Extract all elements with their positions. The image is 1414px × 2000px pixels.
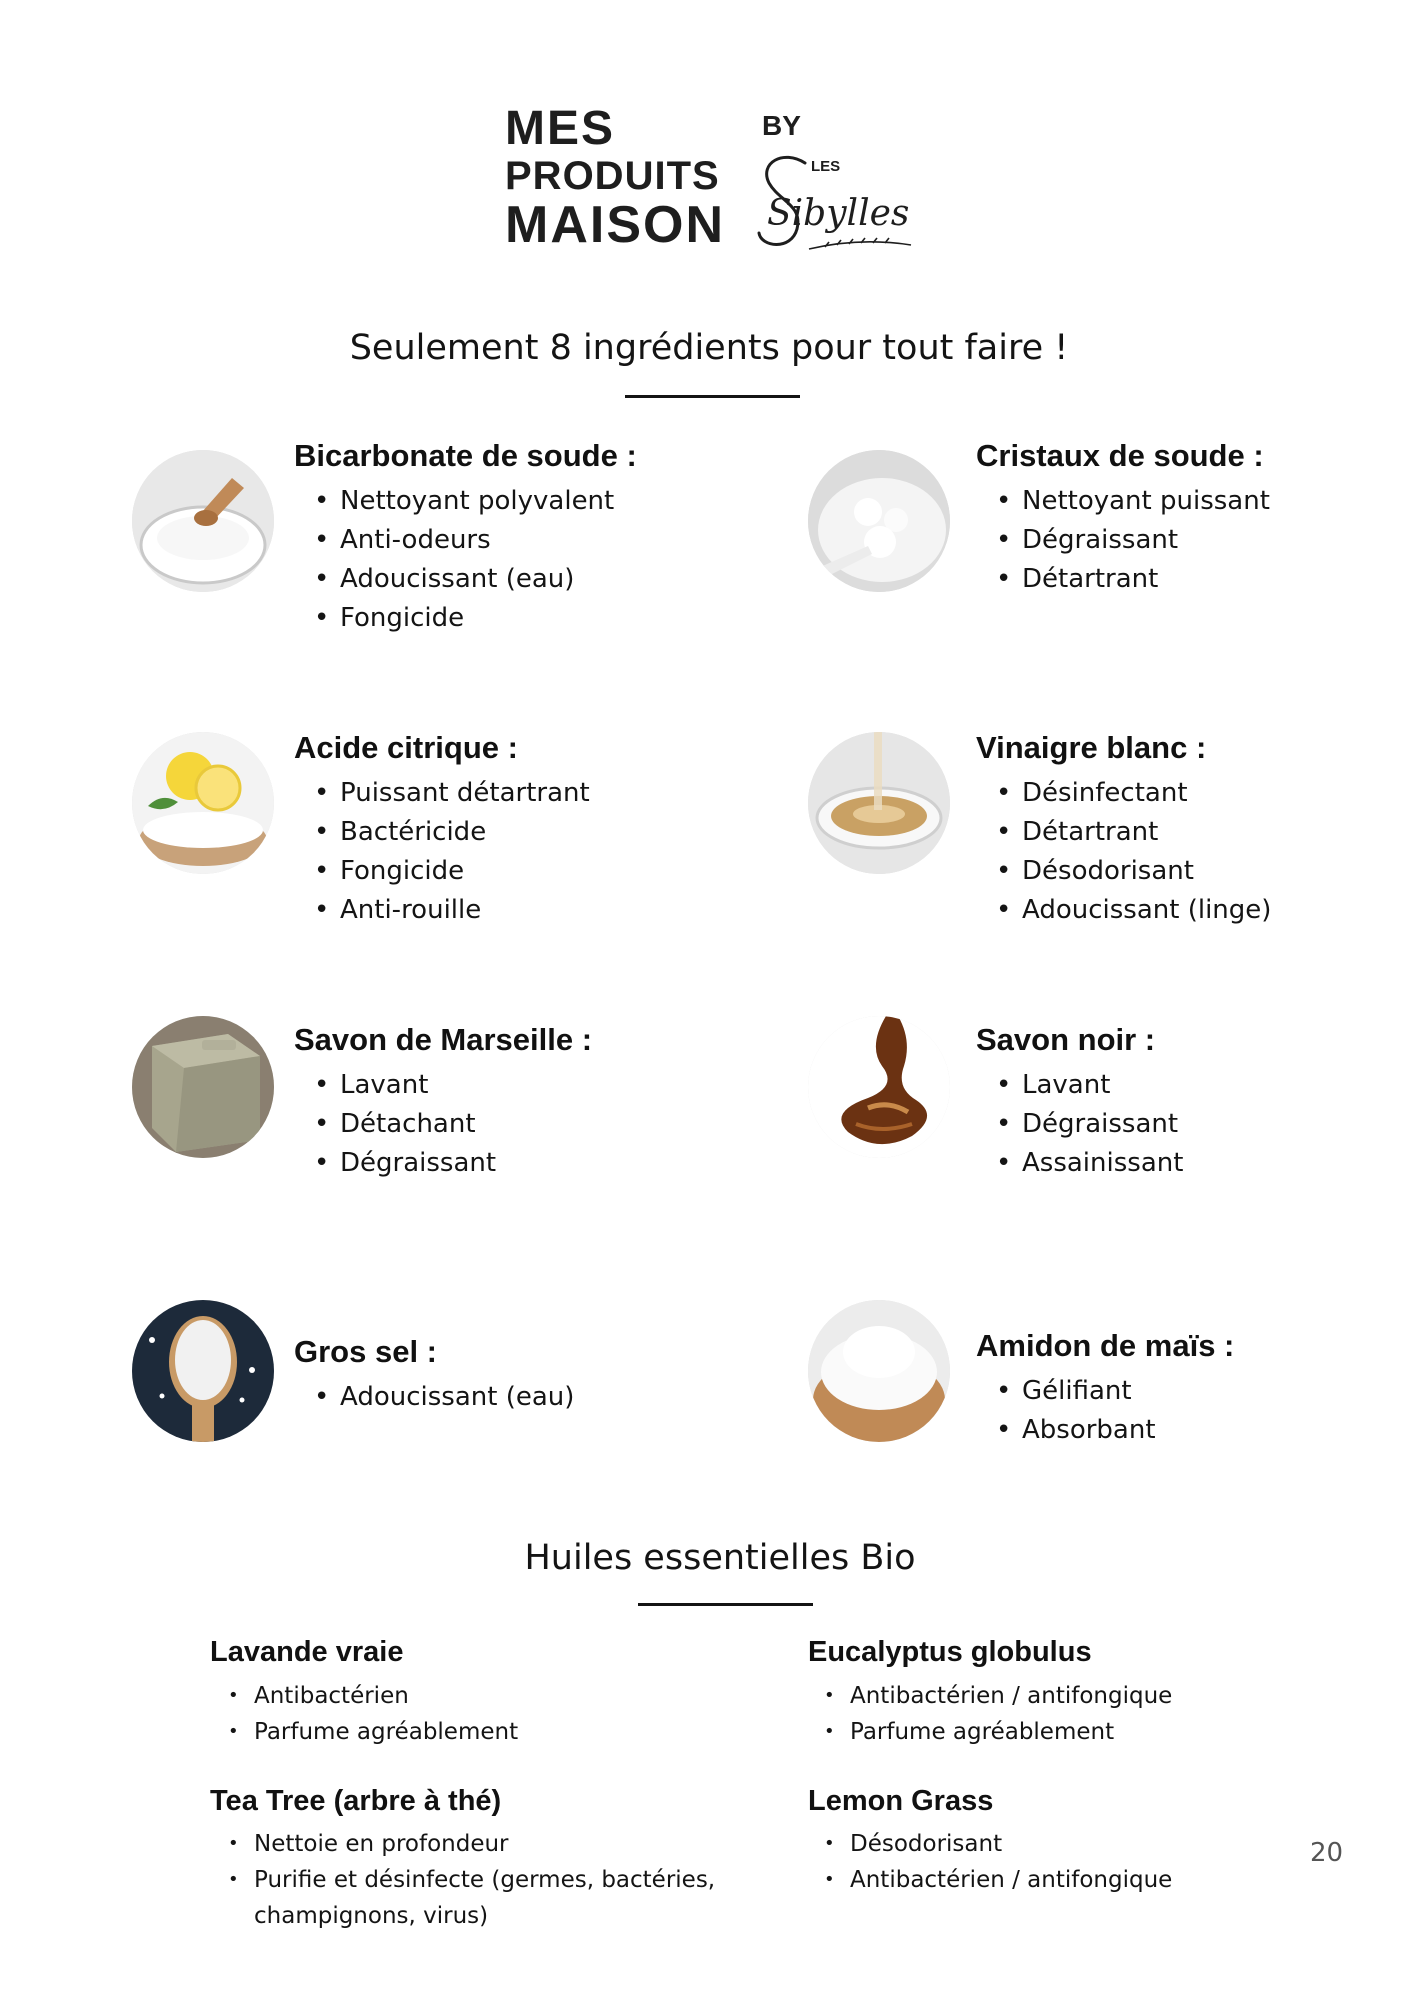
list-item: • Détachant (312, 1105, 496, 1144)
citric-acid-image (132, 732, 274, 874)
list-item: • Fongicide (312, 852, 590, 891)
list-item: • Antibactérien / antifongique (822, 1678, 1302, 1714)
list-item: • Puissant détartrant (312, 774, 590, 813)
ingredient-title: Acide citrique : (294, 730, 518, 765)
list-item: • Parfume agréablement (226, 1714, 766, 1750)
list-item: • Absorbant (994, 1411, 1156, 1450)
list-item: • Désinfectant (994, 774, 1271, 813)
logo-line-2: PRODUITS (505, 154, 720, 198)
list-item: • Bactéricide (312, 813, 590, 852)
laurel-flourish-icon (805, 235, 915, 255)
oil-title: Eucalyptus globulus (808, 1636, 1092, 1668)
ingredient-title: Savon de Marseille : (294, 1022, 593, 1057)
logo-wordmark (505, 102, 725, 254)
oils-title: Huiles essentielles Bio (524, 1538, 916, 1578)
oil-list (226, 1678, 766, 1750)
logo-line-1: MES (505, 102, 616, 155)
list-item: • Détartrant (994, 813, 1271, 852)
list-item: • Nettoyant polyvalent (312, 482, 614, 521)
ingredient-list (994, 482, 1270, 599)
logo-brand-name: Sibylles (767, 193, 910, 234)
oil-list (822, 1826, 1302, 1898)
oil-title: Lavande vraie (210, 1636, 404, 1668)
ingredient-title: Vinaigre blanc : (976, 730, 1207, 765)
oil-list (226, 1826, 766, 1934)
baking-soda-image (132, 450, 274, 592)
ingredient-list (994, 1372, 1156, 1450)
marseille-soap-image (132, 1016, 274, 1158)
list-item: • Dégraissant (994, 1105, 1183, 1144)
list-item: • Adoucissant (eau) (312, 1378, 574, 1417)
list-item: • Purifie et désinfecte (germes, bactéries, champignons, virus) (226, 1862, 766, 1934)
title-underline (625, 395, 800, 398)
ingredient-title: Savon noir : (976, 1022, 1156, 1057)
ingredient-list (994, 774, 1271, 930)
list-item: • Adoucissant (eau) (312, 560, 614, 599)
page-number: 20 (1310, 1838, 1344, 1868)
white-vinegar-image (808, 732, 950, 874)
list-item: • Désodorisant (822, 1826, 1302, 1862)
logo-les: LES (811, 158, 841, 175)
logo-line-3: MAISON (505, 196, 725, 254)
brand-logo (505, 102, 925, 265)
ingredient-list (312, 1066, 496, 1183)
ingredient-list (312, 774, 590, 930)
list-item: • Nettoie en profondeur (226, 1826, 766, 1862)
list-item: • Assainissant (994, 1144, 1183, 1183)
list-item: • Gélifiant (994, 1372, 1156, 1411)
ingredient-title: Gros sel : (294, 1334, 437, 1369)
page-title: Seulement 8 ingrédients pour tout faire ! (349, 328, 1069, 368)
list-item: • Nettoyant puissant (994, 482, 1270, 521)
ingredient-list (312, 1378, 574, 1417)
list-item: • Dégraissant (994, 521, 1270, 560)
list-item: • Dégraissant (312, 1144, 496, 1183)
ingredient-list (312, 482, 614, 638)
black-soap-image (808, 1016, 950, 1158)
ingredient-title: Amidon de maïs : (976, 1328, 1235, 1363)
list-item: • Lavant (994, 1066, 1183, 1105)
list-item: • Détartrant (994, 560, 1270, 599)
coarse-salt-image (132, 1300, 274, 1442)
list-item: • Antibactérien (226, 1678, 766, 1714)
corn-starch-image (808, 1300, 950, 1442)
list-item: • Antibactérien / antifongique (822, 1862, 1302, 1898)
oil-list (822, 1678, 1302, 1750)
ingredient-list (994, 1066, 1183, 1183)
logo-by: BY (762, 110, 801, 141)
list-item: • Fongicide (312, 599, 614, 638)
ingredient-title: Bicarbonate de soude : (294, 438, 637, 473)
list-item: • Parfume agréablement (822, 1714, 1302, 1750)
oil-title: Tea Tree (arbre à thé) (210, 1785, 502, 1817)
list-item: • Adoucissant (linge) (994, 891, 1271, 930)
oils-title-underline (638, 1603, 813, 1606)
list-item: • Anti-rouille (312, 891, 590, 930)
list-item: • Lavant (312, 1066, 496, 1105)
soda-crystals-image (808, 450, 950, 592)
list-item: • Anti-odeurs (312, 521, 614, 560)
list-item: • Désodorisant (994, 852, 1271, 891)
ingredient-title: Cristaux de soude : (976, 438, 1264, 473)
oil-title: Lemon Grass (808, 1785, 994, 1817)
